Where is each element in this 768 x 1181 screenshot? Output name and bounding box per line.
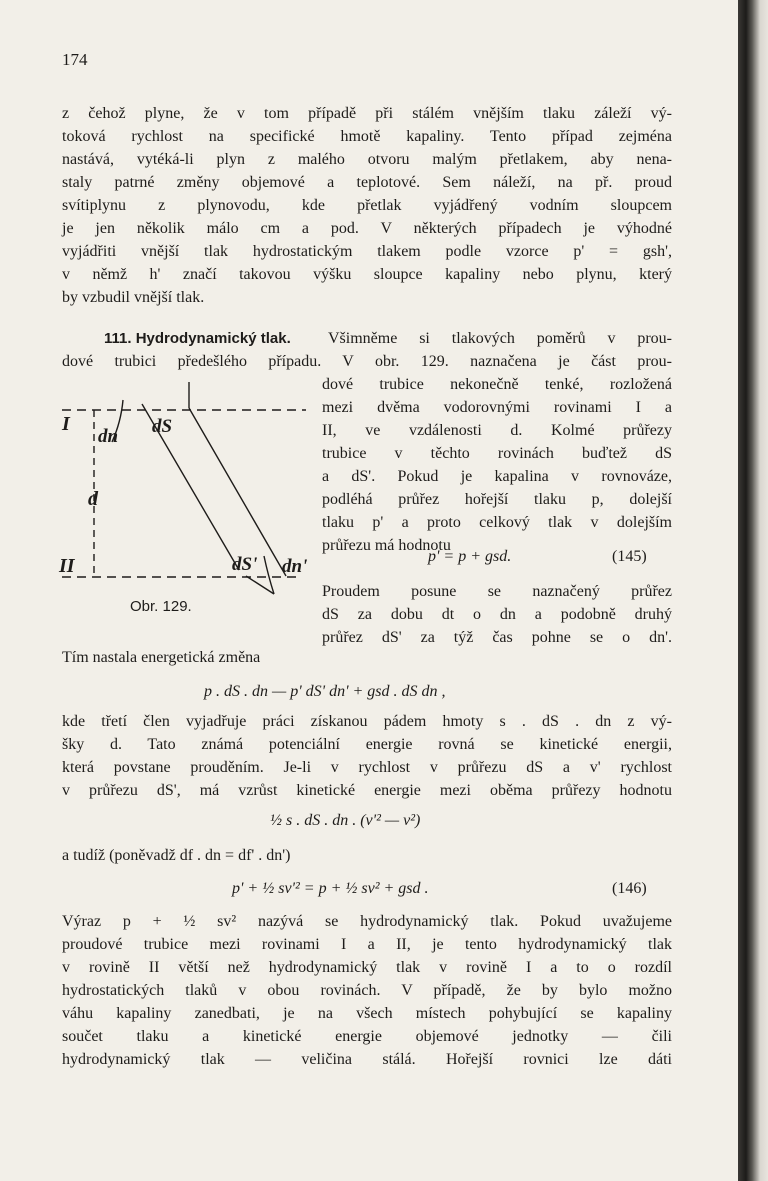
text-line: v němž h' značí takovou výšku sloupce kapaliny nebo plynu, který xyxy=(62,266,672,283)
figure-caption: Obr. 129. xyxy=(130,598,192,615)
text-line: průřezu má hodnotu xyxy=(322,537,451,554)
text-line: součet tlaku a kinetické energie objemové jednotky — čili xyxy=(62,1028,672,1045)
text-line: by vzbudil vnější tlak. xyxy=(62,289,205,306)
text-line: dové trubice nekonečně tenké, rozložená xyxy=(322,376,672,393)
figure-label-bottom-dS: dS' xyxy=(232,554,258,575)
text-line: hydrostatických tlaků v obou rovinách. V případě, že by bylo možno xyxy=(62,982,672,999)
text-line: z čehož plyne, že v tom případě při stálém vnějším tlaku záleží vý- xyxy=(62,105,672,122)
text-line: kde třetí člen vyjadřuje práci získanou pádem hmoty s . dS . dn z vý- xyxy=(62,713,672,730)
text-line: nastává, vytéká-li plyn z malého otvoru malým přetlakem, aby nena- xyxy=(62,151,672,168)
text-line: Proudem posune se naznačený průřez xyxy=(322,583,672,600)
text-line: šky d. Tato známá potenciální energie rovná se kinetické energii, xyxy=(62,736,672,753)
figure-label-d: d xyxy=(88,488,98,510)
text-line: vyjádřiti vnější tlak hydrostatickým tlakem podle vzorce p' = gsh', xyxy=(62,243,672,260)
equation-number-146: (146) xyxy=(612,880,647,897)
text-line: II, ve vzdálenosti d. Kolmé průřezy xyxy=(322,422,672,439)
figure-label-bottom-dn: dn' xyxy=(282,556,308,577)
page-number: 174 xyxy=(62,50,88,69)
text-line: dové trubici předešlého případu. V obr. 129. naznačena je část prou- xyxy=(62,353,672,370)
text-line: podléhá průřez hořejší tlaku p, dolejší xyxy=(322,491,672,508)
equation-energy-change: p . dS . dn — p' dS' dn' + gsd . dS dn , xyxy=(204,683,446,700)
equation-number-145: (145) xyxy=(612,548,647,565)
page-binding-edge xyxy=(738,0,768,1181)
text-line: toková rychlost na specifické hmotě kapaliny. Tento případ zejména xyxy=(62,128,672,145)
text-line: a dS'. Pokud je kapalina v rovnováze, xyxy=(322,468,672,485)
figure-129 xyxy=(56,380,324,605)
text-line: dS za dobu dt o dn a podobně druhý xyxy=(322,606,672,623)
text-line: Výraz p + ½ sv² nazývá se hydrodynamický tlak. Pokud uvažujeme xyxy=(62,913,672,930)
text-line: v průřezu dS', má vzrůst kinetické energie mezi oběma průřezy hodnotu xyxy=(62,782,672,799)
figure-label-plane-II: II xyxy=(59,555,75,577)
text-line: tlaku p' a proto celkový tlak v dolejším xyxy=(322,514,672,531)
tube-wall-right xyxy=(189,408,286,576)
text-line: a tudíž (poněvadž df . dn = df' . dn') xyxy=(62,847,291,864)
text-line: Tím nastala energetická změna xyxy=(62,649,261,666)
text-line: svítiplynu z plynovodu, kde přetlak vyjádřený vodním sloupcem xyxy=(62,197,672,214)
text-line: staly patrné změny objemové a teplotové. Sem náleží, na př. proud xyxy=(62,174,672,191)
text-line: v rovině II větší než hydrodynamický tlak v rovině I a to o rozdíl xyxy=(62,959,672,976)
equation-145: p' = p + gsd. xyxy=(428,548,512,565)
equation-kinetic-energy: ½ s . dS . dn . (v'² — v²) xyxy=(270,812,421,829)
text-line: mezi dvěma vodorovnými rovinami I a xyxy=(322,399,672,416)
figure-label-plane-I: I xyxy=(62,413,70,435)
section-heading xyxy=(104,329,291,349)
text-line: trubice v těchto rovinách buďtež dS xyxy=(322,445,672,462)
figure-label-top-dS: dS xyxy=(152,416,173,437)
text-line: průřez dS' za týž čas pohne se o dn'. xyxy=(322,629,672,646)
text-line: Všimněme si tlakových poměrů v prou- xyxy=(328,330,672,347)
text-line: váhu kapaliny zanedbati, je na všech místech pohybující se kapaliny xyxy=(62,1005,672,1022)
section-title: 111. Hydrodynamický tlak. xyxy=(104,330,291,347)
text-line: hydrodynamický tlak — veličina stálá. Hořejší rovnici lze dáti xyxy=(62,1051,672,1068)
figure-label-top-dn: dn xyxy=(98,426,119,447)
text-line: je jen několik málo cm a pod. V některých případech je výhodné xyxy=(62,220,672,237)
equation-146: p' + ½ sv'² = p + ½ sv² + gsd . xyxy=(232,880,429,897)
text-line: proudové trubice mezi rovinami I a II, je tento hydrodynamický tlak xyxy=(62,936,672,953)
text-line: která povstane prouděním. Je-li v rychlost v průřezu dS a v' rychlost xyxy=(62,759,672,776)
